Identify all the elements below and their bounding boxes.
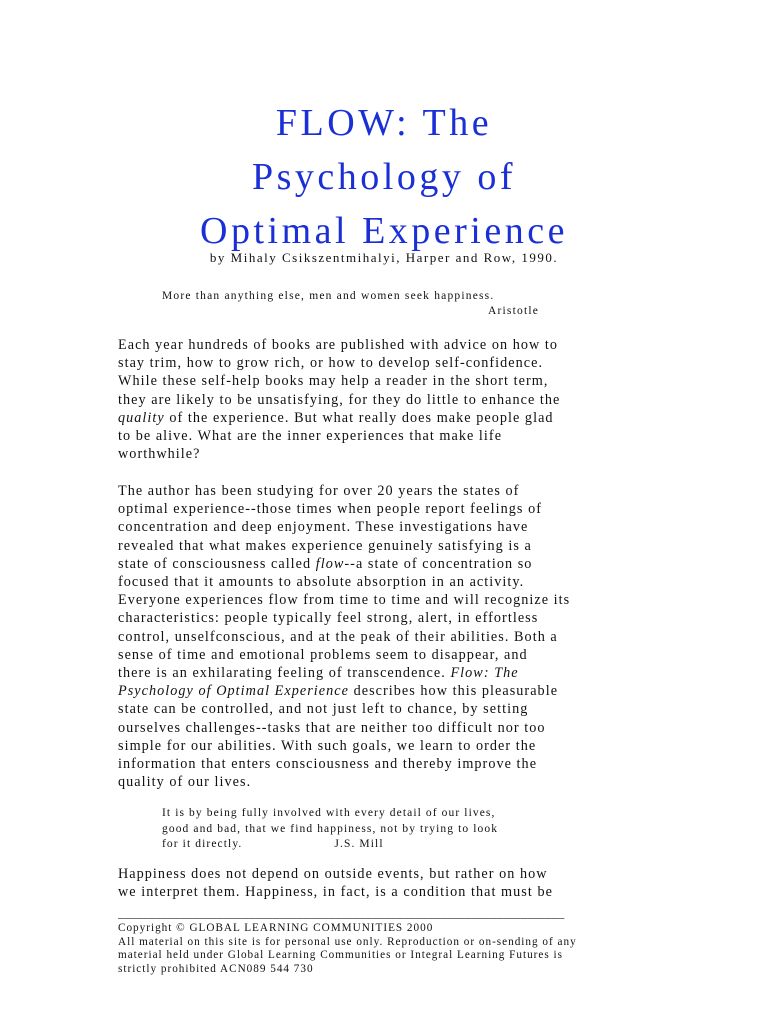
byline: by Mihaly Csikszentmihalyi, Harper and Row, 1990. [209,250,559,265]
paragraph-line: ourselves challenges--tasks that are neither too difficult nor too [118,719,546,736]
paragraph-line: revealed that what makes experience genuinely satisfying is a [118,537,532,554]
paragraph-line [118,409,658,427]
book-title-italic: Psychology of Optimal Experience [118,683,349,700]
italic-term: flow [315,555,345,572]
paragraph-line: While these self-help books may help a reader in the short term, [118,373,549,390]
title-line-1: FLOW: The [275,102,493,144]
footer [118,922,577,976]
paragraph-line: sense of time and emotional problems seem to disappear, and [118,646,528,663]
quote-block [162,806,498,853]
paragraph-line: optimal experience--those times when people report feelings of [118,501,542,518]
quote-attribution: J.S. Mill [334,838,384,850]
paragraph-text: --a state of concentration so [344,555,533,572]
paragraph-line: focused that it amounts to absolute absorption in an activity. [118,574,525,591]
paragraph-line: Everyone experiences flow from time to time and will recognize its [118,592,571,609]
book-title-italic: Flow: The [450,665,519,682]
copyright-line: Copyright © GLOBAL LEARNING COMMUNITIES 2000 [118,922,434,934]
quote-line [162,837,498,853]
paragraph-line [118,664,658,682]
footer-divider: ________________________________________________________________________ [118,906,565,920]
paragraph-2 [118,482,658,791]
paragraph-line: characteristics: people typically feel strong, alert, in effortless [118,610,539,627]
paragraph-1 [118,336,658,463]
paragraph-text: there is an exhilarating feeling of transcendence. [118,665,451,682]
quote-text: for it directly. [162,838,243,850]
paragraph-line: state can be controlled, and not just left to chance, by setting [118,701,529,718]
footer-notice-line: All material on this site is for personal use only. Reproduction or on-sending of any [118,935,577,948]
footer-notice-line: strictly prohibited ACN089 544 730 [118,962,314,975]
paragraph-line: simple for our abilities. With such goals, we learn to order the [118,737,537,754]
footer-notice-line: material held under Global Learning Communities or Integral Learning Futures is [118,949,563,962]
paragraph-line: stay trim, how to grow rich, or how to develop self-confidence. [118,355,544,372]
paragraph-line: quality of our lives. [118,774,252,791]
title-line-3: Optimal Experience [200,210,568,252]
quote-line: good and bad, that we find happiness, not by trying to look [162,822,499,835]
paragraph-line: to be alive. What are the inner experiences that make life [118,428,503,445]
paragraph-text: of the experience. But what really does make people glad [164,409,554,426]
paragraph-line: information that enters consciousness and thereby improve the [118,756,538,773]
paragraph-line: we interpret them. Happiness, in fact, is a condition that must be [118,884,553,901]
quote-line: It is by being fully involved with every detail of our lives, [162,807,496,819]
paragraph-line: control, unselfconscious, and at the peak of their abilities. Both a [118,628,558,645]
paragraph-text: state of consciousness called [118,555,316,572]
paragraph-line [118,555,658,573]
paragraph-line: Happiness does not depend on outside events, but rather on how [118,866,548,882]
paragraph-line: they are likely to be unsatisfying, for they do little to enhance the [118,391,561,408]
paragraph-line [118,682,658,700]
paragraph-line: The author has been studying for over 20 years the states of [118,483,520,499]
paragraph-text: describes how this pleasurable [348,683,559,700]
italic-term: quality [118,409,165,426]
paragraph-line: Each year hundreds of books are published with advice on how to [118,337,559,353]
epigraph-attribution: Aristotle [488,305,540,317]
paragraph-line: worthwhile? [118,446,201,463]
paragraph-3 [118,865,658,901]
title-line-2: Psychology of [252,156,516,198]
paragraph-line: concentration and deep enjoyment. These investigations have [118,519,529,536]
epigraph-text: More than anything else, men and women seek happiness. [162,290,495,302]
